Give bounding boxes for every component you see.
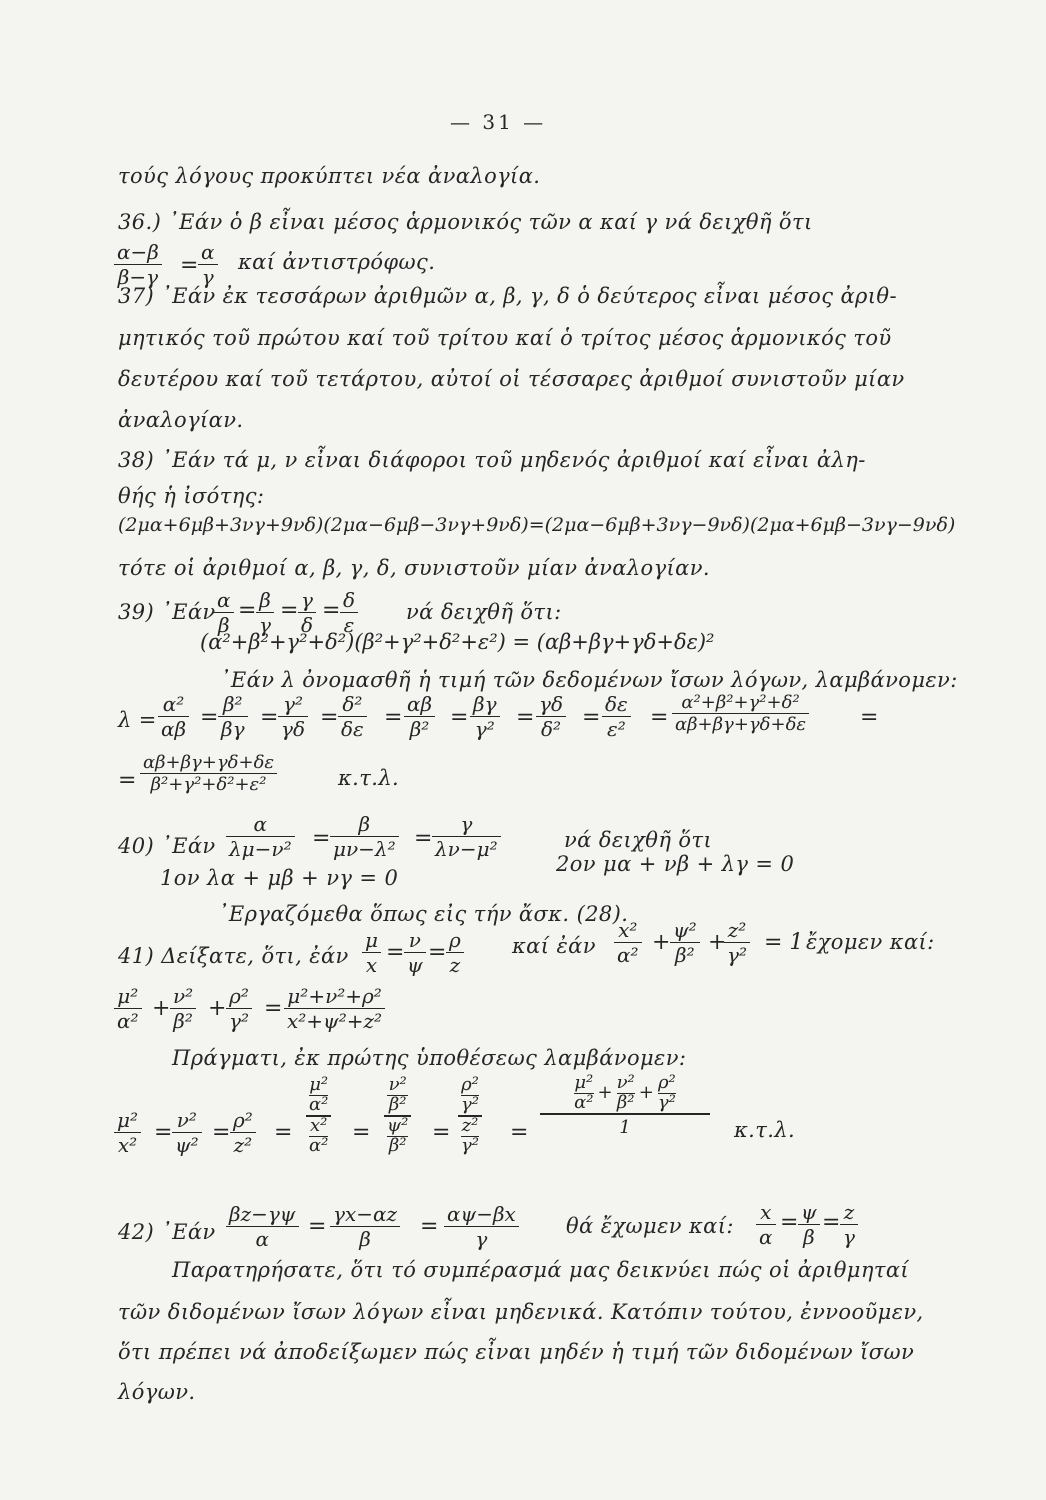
fraction: $\frac{\psi}{\beta}$ <box>798 1200 820 1249</box>
equals-sign: = <box>420 1214 439 1239</box>
text-line: λόγων. <box>118 1380 196 1404</box>
equals-sign: = <box>308 1214 327 1239</box>
equation: = 1 <box>764 930 804 955</box>
fraction: $\frac{\beta}{\text{μν−λ²}}$ <box>330 812 399 861</box>
exercise-36-text: 36.) ᾿Εάν ὁ β εἶναι μέσος ἁρμονικός τῶν α καί γ νά δειχθῆ ὅτι <box>118 210 813 234</box>
fraction: $\frac{\text{μ²+ν²+ρ²}}{\text{x²+ψ²+z²}}$ <box>284 984 385 1033</box>
text-line: καί ἀντιστρόφως. <box>238 250 436 274</box>
plus-sign: + <box>208 996 227 1021</box>
exercise-42-text: 42) ᾿Εάν <box>118 1220 216 1244</box>
equals-sign: = <box>322 598 341 623</box>
equals-sign: = <box>280 598 299 623</box>
equals-sign: = <box>384 705 403 730</box>
equals-sign: = <box>860 705 879 730</box>
exercise-39-text: 39) ᾿Εάν <box>118 600 216 624</box>
fraction: $\frac{\gamma x-\alpha z}{\beta}$ <box>330 1202 400 1251</box>
fraction: $\frac{\alpha\beta}{\text{β²}}$ <box>404 692 435 741</box>
equals-sign: = <box>200 705 219 730</box>
fraction: $\frac{\alpha-\beta}{\beta-\gamma}$ <box>114 240 162 289</box>
fraction: $\frac{\rho}{z}$ <box>446 928 464 977</box>
equals-sign: = <box>386 940 405 965</box>
text-line: ᾿Εάν λ ὀνομασθῆ ἡ τιμή τῶν δεδομένων ἴσων λόγων, λαμβάνομεν: <box>220 668 958 692</box>
fraction: $\frac{\text{ν²}}{\text{β²}}$ <box>170 984 196 1033</box>
text-line: κ.τ.λ. <box>338 766 400 790</box>
equals-sign: = <box>260 705 279 730</box>
equals-sign: = <box>822 1210 841 1235</box>
lambda-label: λ = <box>118 708 157 732</box>
fraction: $\frac{\alpha\beta+\beta\gamma+\gamma\delta+\delta\varepsilon}{\text{β²+γ²+δ²+ε²}}$ <box>140 752 277 795</box>
equals-sign: = <box>780 1210 799 1235</box>
fraction: $\frac{\text{ν²}}{\text{ψ²}}$ <box>172 1108 202 1157</box>
fraction: $\frac{\text{x²}}{\text{α²}}$ <box>614 918 642 967</box>
fraction: $\frac{\text{ρ²}}{\text{γ²}}$ <box>226 984 252 1033</box>
equals-sign: = <box>312 826 331 851</box>
equals-sign: = <box>274 1120 293 1145</box>
text-line: ἔχομεν καί: <box>806 930 935 954</box>
fraction: $\frac{\text{μ²}}{\text{α²}}$ <box>114 984 142 1033</box>
text-line: ἀναλογίαν. <box>118 408 244 432</box>
exercise-38-text: 38) ᾿Εάν τά μ, ν εἶναι διάφοροι τοῦ μηδενός ἀριθμοί καί εἶναι ἀλη- <box>118 448 866 472</box>
equals-sign: = <box>320 705 339 730</box>
text-line: μητικός τοῦ πρώτου καί τοῦ τρίτου καί ὁ τρίτος μέσος ἁρμονικός τοῦ <box>118 326 892 350</box>
fraction: $\frac{\beta}{\gamma}$ <box>256 588 274 637</box>
fraction: $\frac{\text{ψ²}}{\text{β²}}$ <box>670 918 700 967</box>
equals-sign: = <box>516 705 535 730</box>
fraction: $\frac{\text{z²}}{\text{γ²}}$ <box>724 918 750 967</box>
equals-sign: = <box>582 705 601 730</box>
equals-sign: = <box>450 705 469 730</box>
equation: 1ον λα + μβ + νγ = 0 <box>160 866 399 890</box>
text-line: θής ἡ ἰσότης: <box>118 484 265 508</box>
compound-fraction: ν² β² ψ² β² <box>384 1076 411 1156</box>
fraction: $\frac{\mu}{x}$ <box>362 928 381 977</box>
fraction: $\frac{x}{\alpha}$ <box>756 1200 776 1249</box>
fraction: $\frac{\text{μ²}}{\text{x²}}$ <box>114 1108 141 1157</box>
fraction: $\frac{\text{α²}}{\alpha\beta}$ <box>158 692 189 741</box>
fraction: $\frac{\gamma}{\delta}$ <box>298 588 316 637</box>
text-line: νά δειχθῆ ὅτι <box>564 828 713 852</box>
equals-sign: = <box>154 1120 173 1145</box>
text-line: καί ἐάν <box>512 934 596 958</box>
equation: (α²+β²+γ²+δ²)(β²+γ²+δ²+ε²) = (αβ+βγ+γδ+δε)² <box>200 630 715 654</box>
equation: 2ον μα + νβ + λγ = 0 <box>556 852 795 876</box>
text-line: Πράγματι, ἐκ πρώτης ὑποθέσεως λαμβάνομεν: <box>172 1046 687 1070</box>
exercise-37-text: 37) ᾿Εάν ἐκ τεσσάρων ἀριθμῶν α, β, γ, δ ὁ δεύτερος εἶναι μέσος ἀριθ- <box>118 284 897 308</box>
fraction: $\frac{\beta z-\gamma\psi}{\alpha}$ <box>226 1202 299 1251</box>
plus-sign: + <box>708 930 727 955</box>
text-line: τότε οἱ ἀριθμοί α, β, γ, δ, συνιστοῦν μίαν ἀναλογίαν. <box>118 556 710 580</box>
fraction: $\frac{\delta}{\varepsilon}$ <box>340 588 358 637</box>
fraction: $\frac{\alpha}{\text{λμ−ν²}}$ <box>226 812 295 861</box>
exercise-40-text: 40) ᾿Εάν <box>118 834 216 858</box>
text-line: κ.τ.λ. <box>734 1118 796 1142</box>
plus-sign: + <box>152 996 171 1021</box>
fraction: $\frac{\text{γ²}}{\gamma\delta}$ <box>278 692 308 741</box>
equals-sign: = <box>238 598 257 623</box>
text-line: νά δειχθῆ ὅτι: <box>406 600 562 624</box>
compound-fraction: μ² α² x² α² <box>306 1076 331 1156</box>
fraction: $\frac{\text{β²}}{\beta\gamma}$ <box>218 692 248 741</box>
fraction: $\frac{\gamma}{\text{λν−μ²}}$ <box>432 812 501 861</box>
fraction: $\frac{\alpha}{\gamma}$ <box>198 240 218 289</box>
equals-sign: = <box>414 826 433 851</box>
equals-sign: = <box>118 768 137 793</box>
text-line: θά ἔχωμεν καί: <box>566 1214 734 1238</box>
fraction: $\frac{\gamma\delta}{\text{δ²}}$ <box>536 692 566 741</box>
equals-sign: = <box>180 253 199 278</box>
equals-sign: = <box>510 1120 529 1145</box>
page-number: — 31 — <box>450 110 547 134</box>
equals-sign: = <box>432 1120 451 1145</box>
exercise-41-text: 41) Δείξατε, ὅτι, ἐάν <box>118 944 349 968</box>
text-line: ὅτι πρέπει νά ἀποδείξωμεν πώς εἶναι μηδέν ἡ τιμή τῶν διδομένων ἴσων <box>118 1340 915 1364</box>
equals-sign: = <box>212 1120 231 1145</box>
compound-fraction: μ² α² + $\frac{\text{ν²}}{\text{β²}}$ + $\frac{\text{ρ²}}{\text{γ²}}$ 1 <box>540 1074 710 1138</box>
fraction: $\frac{\alpha}{\beta}$ <box>214 588 234 637</box>
fraction: $\frac{\text{ρ²}}{\text{z²}}$ <box>230 1108 256 1157</box>
fraction: $\frac{z}{\gamma}$ <box>840 1200 858 1249</box>
plus-sign: + <box>652 930 671 955</box>
compound-fraction: ρ² γ² z² γ² <box>458 1076 482 1156</box>
fraction: $\frac{\alpha\psi-\beta x}{\gamma}$ <box>444 1202 519 1251</box>
fraction: $\frac{\text{α²+β²+γ²+δ²}}{\alpha\beta+\beta\gamma+\gamma\delta+\delta\varepsilon}$ <box>672 692 809 735</box>
fraction: $\frac{\nu}{\psi}$ <box>404 928 426 977</box>
text-line: τούς λόγους προκύπτει νέα ἀναλογία. <box>118 164 541 188</box>
text-line: ᾿Εργαζόμεθα ὅπως εἰς τήν ἄσκ. (28). <box>218 902 629 926</box>
text-line: Παρατηρήσατε, ὅτι τό συμπέρασμά μας δεικνύει πώς οἱ ἀριθμηταί <box>172 1258 910 1282</box>
fraction: $\frac{\delta\varepsilon}{\text{ε²}}$ <box>602 692 631 741</box>
fraction: $\frac{\beta\gamma}{\text{γ²}}$ <box>470 692 500 741</box>
equals-sign: = <box>650 705 669 730</box>
text-line: δευτέρου καί τοῦ τετάρτου, αὐτοί οἱ τέσσαρες ἀριθμοί συνιστοῦν μίαν <box>118 367 905 391</box>
equals-sign: = <box>264 996 283 1021</box>
equation: (2μα+6μβ+3νγ+9νδ)(2μα−6μβ−3νγ+9νδ)=(2μα−6μβ+3νγ−9νδ)(2μα+6μβ−3νγ−9νδ) <box>118 514 956 536</box>
equals-sign: = <box>352 1120 371 1145</box>
fraction: $\frac{\text{δ²}}{\delta\varepsilon}$ <box>338 692 367 741</box>
equals-sign: = <box>428 940 447 965</box>
text-line: τῶν διδομένων ἴσων λόγων εἶναι μηδενικά. Κατόπιν τούτου, ἐννοοῦμεν, <box>118 1300 924 1324</box>
